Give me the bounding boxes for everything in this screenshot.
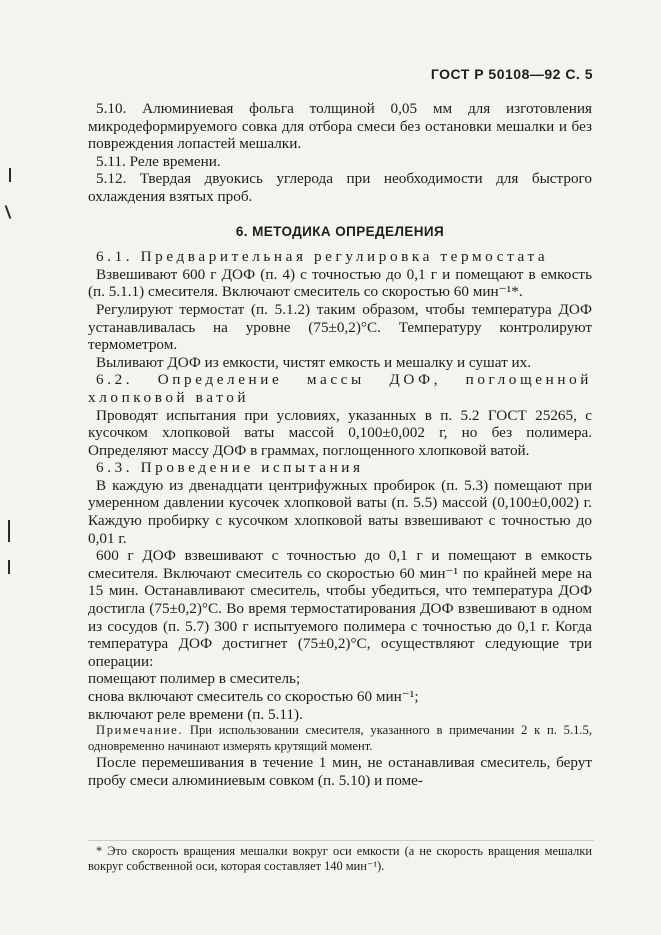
paragraph: Проводят испытания при условиях, указанных в п. 5.2 ГОСТ 25265, с кусочком хлопковой ваты массой 0,100±0,002 г, но без полимера. Определяют массу ДОФ в граммах, поглощенного хлопковой ватой. bbox=[88, 406, 592, 459]
scan-mark bbox=[8, 520, 10, 542]
scan-mark bbox=[8, 560, 10, 574]
document-body bbox=[88, 100, 592, 789]
note-text: При использовании смесителя, указанного в примечании 2 к п. 5.1.5, одновременно начинают измерять крутящий момент. bbox=[88, 723, 592, 753]
paragraph: В каждую из двенадцати центрифужных пробирок (п. 5.3) помещают при умеренном давлении кусочек хлопковой ваты (п. 5.5) массой (0,100±0,002) г. Каждую пробирку с кусочком хлопковой ваты взвешивают с точностью до 0,01 г. bbox=[88, 476, 592, 547]
subsection-6-3-heading: 6.3. Проведение испытания bbox=[96, 459, 364, 477]
paragraph: Взвешивают 600 г ДОФ (п. 4) с точностью до 0,1 г и помещают в емкость (п. 5.1.1) смесителя. Включают смеситель со скоростью 60 мин⁻¹*. bbox=[88, 265, 592, 301]
subsection-6-1-heading: 6.1. Предварительная регулировка термостата bbox=[96, 248, 549, 266]
note-label: Примечание. bbox=[96, 723, 184, 738]
list-item: снова включают смеситель со скоростью 60 мин⁻¹; bbox=[88, 688, 419, 705]
scan-mark bbox=[5, 205, 12, 219]
list-item: включают реле времени (п. 5.11). bbox=[88, 705, 303, 723]
paragraph: Выливают ДОФ из емкости, чистят емкость и мешалку и сушат их. bbox=[96, 353, 532, 371]
section-title: 6. МЕТОДИКА ОПРЕДЕЛЕНИЯ bbox=[235, 223, 445, 239]
paragraph: 600 г ДОФ взвешивают с точностью до 0,1 г и помещают в емкость смесителя. Включают смеситель со скоростью 60 мин⁻¹ по крайней мере на 15 мин. Останавливают смеситель, чтобы убедиться, что температура ДОФ достигла (75±0,2)°С. Во время термостатирования ДОФ взвешивают в одном из сосудов (п. 5.7) 300 г испытуемого полимера с точностью до 0,1 г. Когда температура ДОФ достигнет (75±0,2)°С, осуществляют следующие три операции: bbox=[88, 547, 592, 670]
item-5-10: 5.10. Алюминиевая фольга толщиной 0,05 мм для изготовления микродеформируемого совка для отбора смеси без остановки мешалки и без повреждения лопастей мешалки. bbox=[88, 100, 592, 153]
footnote-divider bbox=[88, 840, 594, 841]
list-item: помещают полимер в смеситель; bbox=[88, 670, 301, 688]
item-5-11: 5.11. Реле времени. bbox=[96, 152, 221, 170]
subsection-6-2-heading: 6.2. Определение массы ДОФ, поглощенной хлопковой ватой bbox=[88, 371, 592, 406]
footnote: * Это скорость вращения мешалки вокруг оси емкости (а не скорость вращения мешалки вокруг собственной оси, которая составляет 140 мин⁻¹). bbox=[88, 844, 592, 874]
paragraph: Регулируют термостат (п. 5.1.2) таким образом, чтобы температура ДОФ устанавливалась на уровне (75±0,2)°С. Температуру контролируют термометром. bbox=[88, 300, 592, 354]
scan-mark bbox=[9, 168, 11, 182]
item-5-12: 5.12. Твердая двуокись углерода при необходимости для быстрого охлаждения взятых проб. bbox=[88, 170, 592, 205]
paragraph: После перемешивания в течение 1 мин, не останавливая смеситель, берут пробу смеси алюминиевым совком (п. 5.10) и поме- bbox=[88, 754, 592, 789]
note bbox=[88, 723, 592, 754]
operations-list bbox=[88, 670, 592, 723]
page-header: ГОСТ Р 50108—92 С. 5 bbox=[430, 66, 593, 82]
